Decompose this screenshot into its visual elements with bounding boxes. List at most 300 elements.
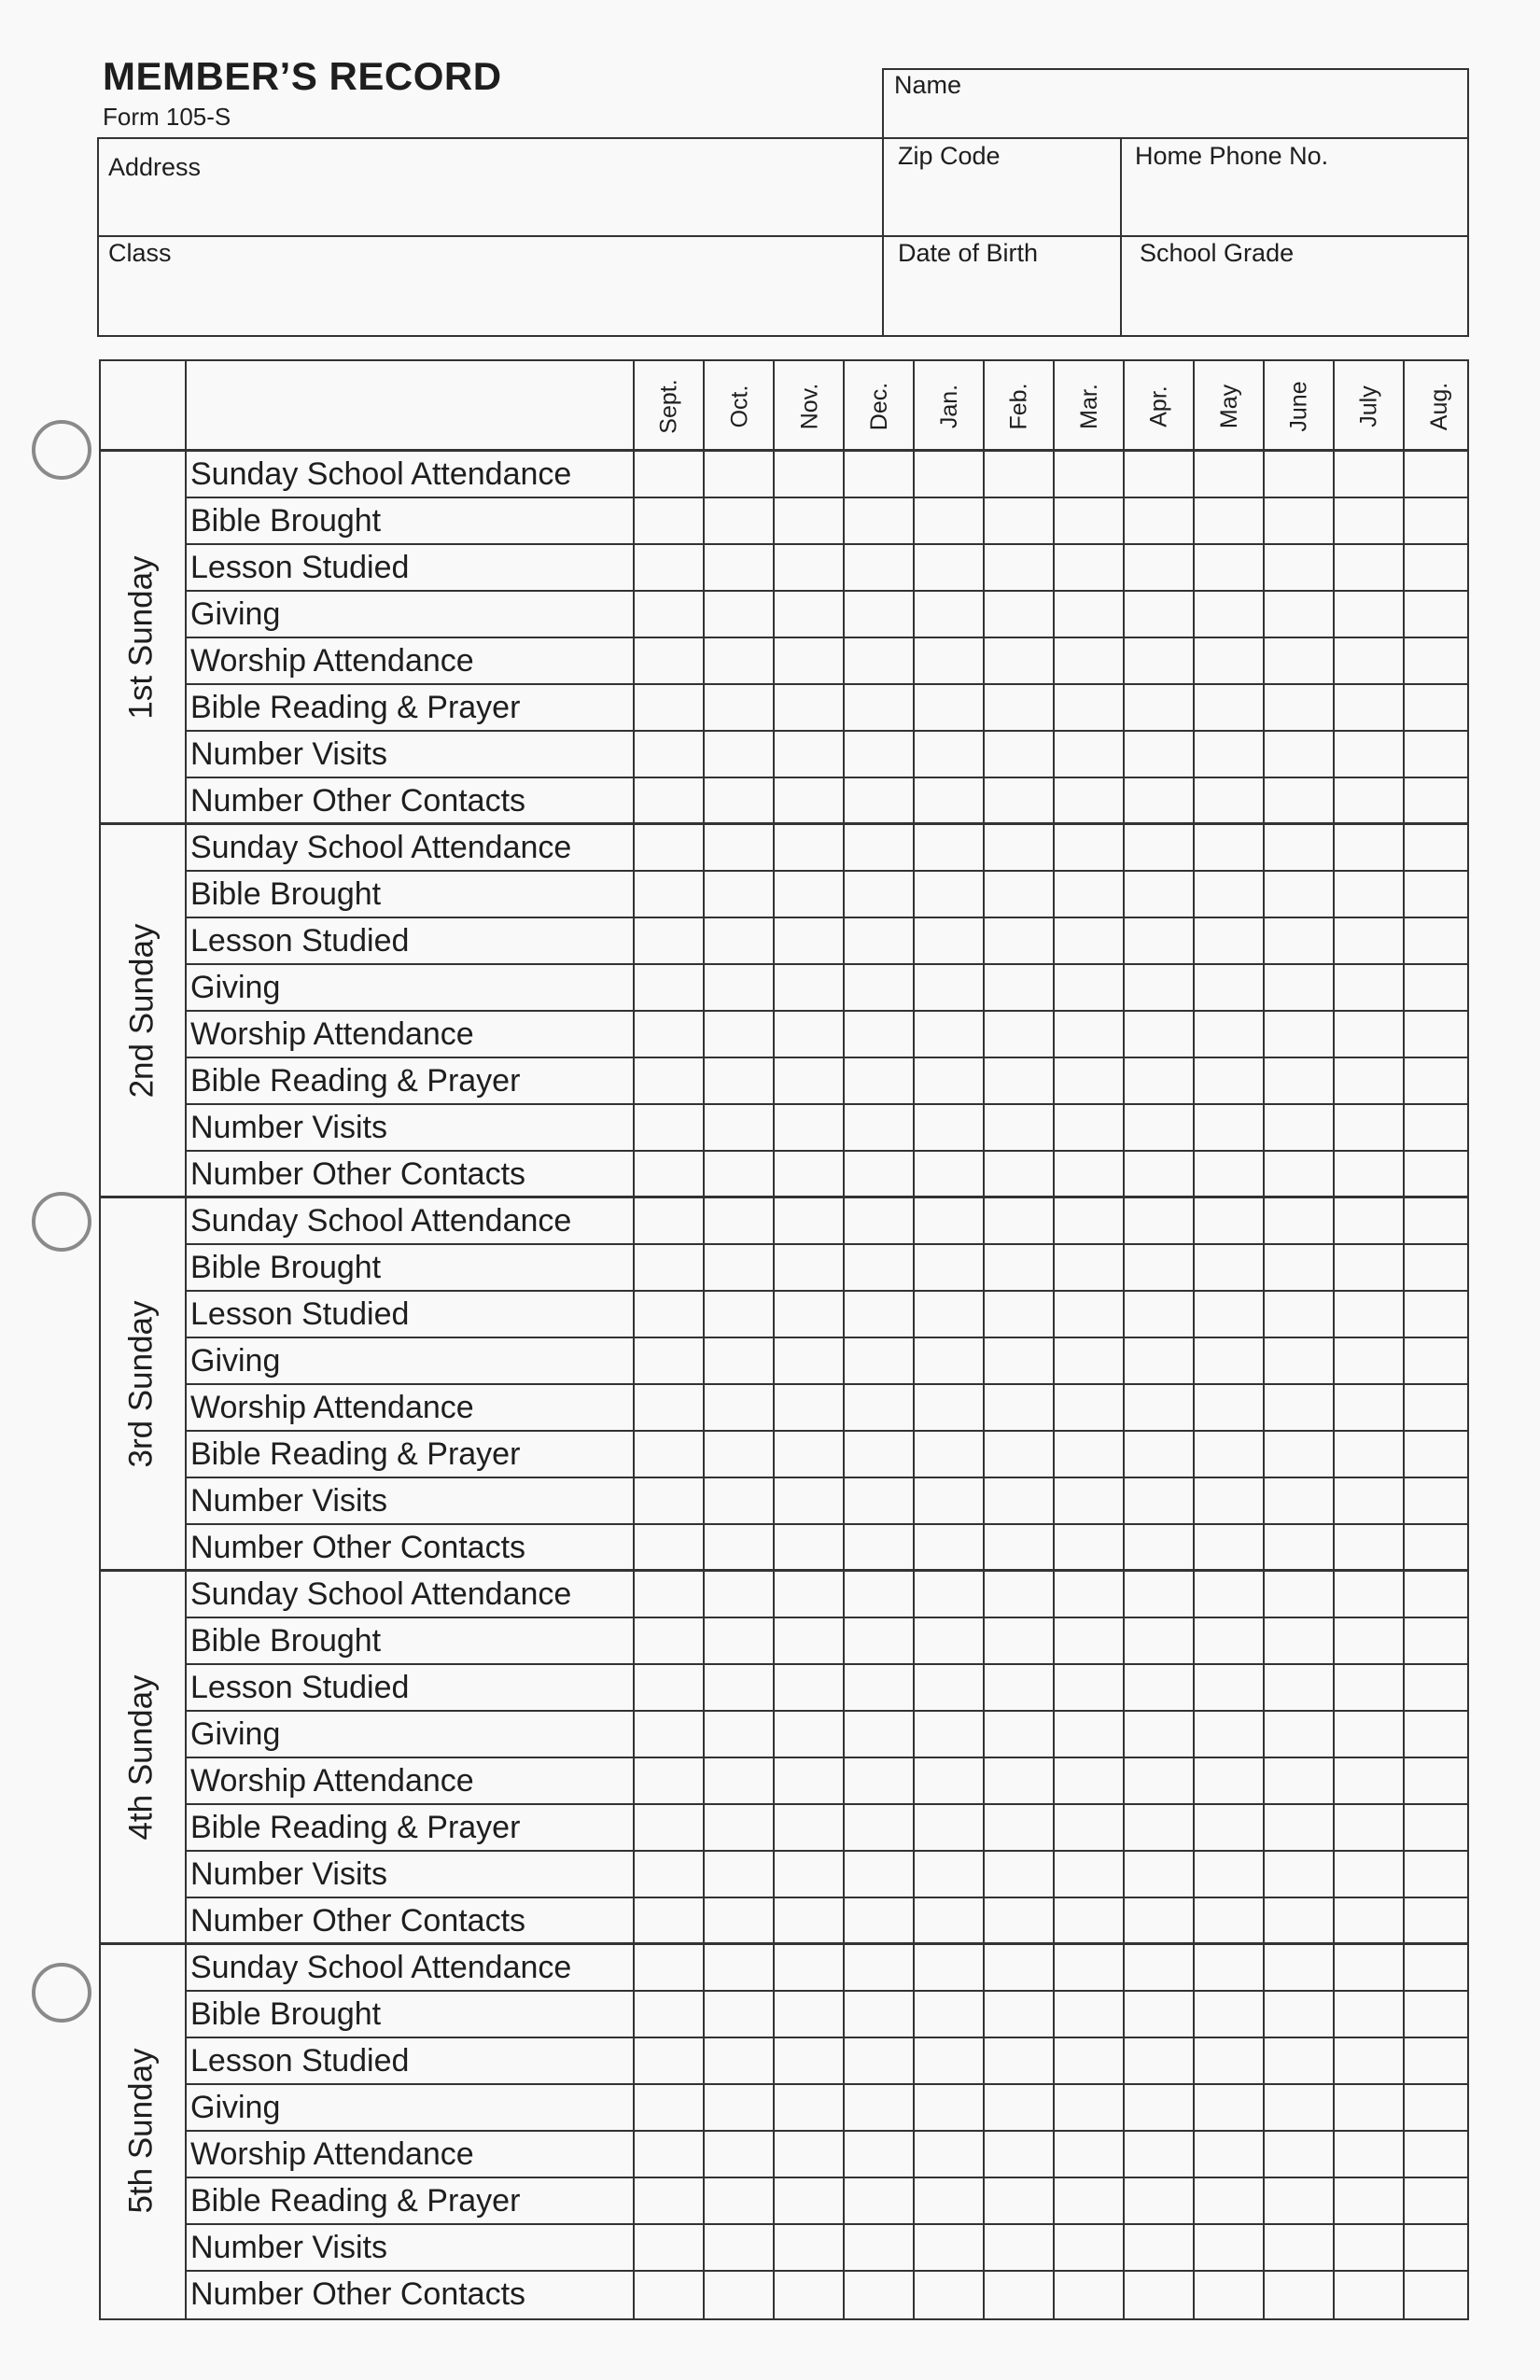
record-cell[interactable]	[775, 1384, 845, 1431]
record-cell[interactable]	[775, 824, 845, 871]
record-cell[interactable]	[985, 917, 1055, 964]
record-cell[interactable]	[1335, 544, 1405, 591]
record-cell[interactable]	[635, 591, 705, 637]
home-phone-field[interactable]	[1135, 182, 1461, 229]
record-cell[interactable]	[1265, 1151, 1335, 1197]
record-cell[interactable]	[1195, 824, 1265, 871]
record-cell[interactable]	[1405, 1431, 1475, 1477]
record-cell[interactable]	[635, 2271, 705, 2317]
record-cell[interactable]	[915, 2037, 985, 2084]
record-cell[interactable]	[1265, 637, 1335, 684]
record-cell[interactable]	[1195, 871, 1265, 917]
record-cell[interactable]	[845, 1244, 915, 1291]
record-cell[interactable]	[1405, 591, 1475, 637]
record-cell[interactable]	[1055, 1897, 1125, 1944]
record-cell[interactable]	[775, 1524, 845, 1571]
record-cell[interactable]	[635, 824, 705, 871]
record-cell[interactable]	[1195, 1384, 1265, 1431]
school-grade-field[interactable]	[1140, 280, 1461, 329]
record-cell[interactable]	[1055, 1104, 1125, 1151]
record-cell[interactable]	[915, 1057, 985, 1104]
record-cell[interactable]	[845, 2271, 915, 2317]
record-cell[interactable]	[845, 917, 915, 964]
record-cell[interactable]	[1405, 1617, 1475, 1664]
record-cell[interactable]	[705, 871, 775, 917]
record-cell[interactable]	[705, 731, 775, 777]
record-cell[interactable]	[1405, 1011, 1475, 1057]
record-cell[interactable]	[1265, 824, 1335, 871]
record-cell[interactable]	[1405, 684, 1475, 731]
record-cell[interactable]	[1195, 1851, 1265, 1897]
record-cell[interactable]	[845, 2177, 915, 2224]
record-cell[interactable]	[635, 731, 705, 777]
record-cell[interactable]	[635, 1804, 705, 1851]
record-cell[interactable]	[915, 1944, 985, 1991]
record-cell[interactable]	[1405, 637, 1475, 684]
record-cell[interactable]	[1405, 1151, 1475, 1197]
record-cell[interactable]	[985, 1057, 1055, 1104]
record-cell[interactable]	[635, 1057, 705, 1104]
record-cell[interactable]	[775, 2084, 845, 2131]
record-cell[interactable]	[1405, 2177, 1475, 2224]
record-cell[interactable]	[1195, 1011, 1265, 1057]
record-cell[interactable]	[915, 1104, 985, 1151]
record-cell[interactable]	[775, 964, 845, 1011]
record-cell[interactable]	[845, 1011, 915, 1057]
record-cell[interactable]	[915, 1431, 985, 1477]
record-cell[interactable]	[1335, 1711, 1405, 1757]
record-cell[interactable]	[1405, 1571, 1475, 1617]
record-cell[interactable]	[1265, 1571, 1335, 1617]
record-cell[interactable]	[1195, 1617, 1265, 1664]
record-cell[interactable]	[1335, 1011, 1405, 1057]
record-cell[interactable]	[985, 871, 1055, 917]
record-cell[interactable]	[845, 824, 915, 871]
record-cell[interactable]	[635, 497, 705, 544]
record-cell[interactable]	[915, 1477, 985, 1524]
record-cell[interactable]	[845, 2131, 915, 2177]
record-cell[interactable]	[705, 824, 775, 871]
record-cell[interactable]	[1405, 2037, 1475, 2084]
record-cell[interactable]	[1335, 1944, 1405, 1991]
record-cell[interactable]	[705, 1244, 775, 1291]
record-cell[interactable]	[705, 2084, 775, 2131]
record-cell[interactable]	[705, 1571, 775, 1617]
record-cell[interactable]	[1335, 1431, 1405, 1477]
record-cell[interactable]	[705, 1291, 775, 1337]
record-cell[interactable]	[1055, 544, 1125, 591]
record-cell[interactable]	[635, 2037, 705, 2084]
record-cell[interactable]	[1055, 451, 1125, 497]
record-cell[interactable]	[705, 1617, 775, 1664]
record-cell[interactable]	[1405, 1524, 1475, 1571]
record-cell[interactable]	[1055, 1944, 1125, 1991]
record-cell[interactable]	[845, 1291, 915, 1337]
record-cell[interactable]	[985, 1617, 1055, 1664]
record-cell[interactable]	[915, 1151, 985, 1197]
record-cell[interactable]	[915, 731, 985, 777]
record-cell[interactable]	[915, 1571, 985, 1617]
record-cell[interactable]	[705, 1851, 775, 1897]
record-cell[interactable]	[1405, 1664, 1475, 1711]
record-cell[interactable]	[775, 2177, 845, 2224]
record-cell[interactable]	[635, 917, 705, 964]
record-cell[interactable]	[1125, 1991, 1195, 2037]
record-cell[interactable]	[985, 1104, 1055, 1151]
record-cell[interactable]	[1125, 1244, 1195, 1291]
record-cell[interactable]	[985, 1944, 1055, 1991]
record-cell[interactable]	[1125, 2084, 1195, 2131]
record-cell[interactable]	[845, 637, 915, 684]
record-cell[interactable]	[1195, 917, 1265, 964]
record-cell[interactable]	[1335, 2271, 1405, 2317]
record-cell[interactable]	[635, 2131, 705, 2177]
record-cell[interactable]	[985, 1571, 1055, 1617]
record-cell[interactable]	[1125, 824, 1195, 871]
record-cell[interactable]	[705, 1757, 775, 1804]
record-cell[interactable]	[635, 964, 705, 1011]
record-cell[interactable]	[1195, 1991, 1265, 2037]
record-cell[interactable]	[915, 1897, 985, 1944]
record-cell[interactable]	[985, 1291, 1055, 1337]
record-cell[interactable]	[915, 777, 985, 824]
record-cell[interactable]	[1125, 2224, 1195, 2271]
record-cell[interactable]	[1265, 1524, 1335, 1571]
record-cell[interactable]	[1405, 1757, 1475, 1804]
record-cell[interactable]	[705, 2271, 775, 2317]
record-cell[interactable]	[635, 1431, 705, 1477]
record-cell[interactable]	[775, 1291, 845, 1337]
record-cell[interactable]	[915, 2084, 985, 2131]
record-cell[interactable]	[845, 1757, 915, 1804]
record-cell[interactable]	[915, 684, 985, 731]
record-cell[interactable]	[705, 1011, 775, 1057]
record-cell[interactable]	[985, 2271, 1055, 2317]
record-cell[interactable]	[1265, 964, 1335, 1011]
record-cell[interactable]	[845, 1617, 915, 1664]
record-cell[interactable]	[985, 1711, 1055, 1757]
record-cell[interactable]	[1055, 1524, 1125, 1571]
record-cell[interactable]	[1055, 2037, 1125, 2084]
record-cell[interactable]	[775, 917, 845, 964]
record-cell[interactable]	[845, 1384, 915, 1431]
record-cell[interactable]	[1335, 1384, 1405, 1431]
record-cell[interactable]	[1195, 2037, 1265, 2084]
record-cell[interactable]	[915, 871, 985, 917]
record-cell[interactable]	[915, 1757, 985, 1804]
record-cell[interactable]	[705, 451, 775, 497]
record-cell[interactable]	[1125, 591, 1195, 637]
record-cell[interactable]	[1265, 1804, 1335, 1851]
record-cell[interactable]	[1055, 684, 1125, 731]
record-cell[interactable]	[1055, 1337, 1125, 1384]
record-cell[interactable]	[775, 1897, 845, 1944]
record-cell[interactable]	[1125, 777, 1195, 824]
record-cell[interactable]	[1335, 637, 1405, 684]
record-cell[interactable]	[1265, 1897, 1335, 1944]
record-cell[interactable]	[845, 964, 915, 1011]
record-cell[interactable]	[1055, 1011, 1125, 1057]
record-cell[interactable]	[1195, 451, 1265, 497]
record-cell[interactable]	[1125, 1104, 1195, 1151]
record-cell[interactable]	[915, 824, 985, 871]
record-cell[interactable]	[845, 544, 915, 591]
record-cell[interactable]	[985, 497, 1055, 544]
record-cell[interactable]	[1265, 2131, 1335, 2177]
record-cell[interactable]	[845, 1664, 915, 1711]
record-cell[interactable]	[775, 731, 845, 777]
record-cell[interactable]	[1405, 1057, 1475, 1104]
record-cell[interactable]	[845, 2224, 915, 2271]
record-cell[interactable]	[845, 1477, 915, 1524]
record-cell[interactable]	[1125, 684, 1195, 731]
record-cell[interactable]	[915, 1851, 985, 1897]
record-cell[interactable]	[775, 451, 845, 497]
record-cell[interactable]	[705, 637, 775, 684]
record-cell[interactable]	[845, 1104, 915, 1151]
record-cell[interactable]	[845, 1571, 915, 1617]
record-cell[interactable]	[1125, 1571, 1195, 1617]
record-cell[interactable]	[845, 1337, 915, 1384]
record-cell[interactable]	[845, 1897, 915, 1944]
record-cell[interactable]	[1265, 871, 1335, 917]
record-cell[interactable]	[1265, 1664, 1335, 1711]
record-cell[interactable]	[1195, 964, 1265, 1011]
record-cell[interactable]	[1405, 731, 1475, 777]
record-cell[interactable]	[915, 544, 985, 591]
record-cell[interactable]	[635, 1897, 705, 1944]
record-cell[interactable]	[1335, 1291, 1405, 1337]
record-cell[interactable]	[1195, 1711, 1265, 1757]
record-cell[interactable]	[705, 2224, 775, 2271]
record-cell[interactable]	[705, 1477, 775, 1524]
record-cell[interactable]	[915, 637, 985, 684]
record-cell[interactable]	[775, 1477, 845, 1524]
record-cell[interactable]	[1405, 497, 1475, 544]
record-cell[interactable]	[1405, 871, 1475, 917]
record-cell[interactable]	[1265, 591, 1335, 637]
record-cell[interactable]	[775, 2037, 845, 2084]
record-cell[interactable]	[705, 544, 775, 591]
record-cell[interactable]	[1055, 1991, 1125, 2037]
record-cell[interactable]	[1125, 1291, 1195, 1337]
record-cell[interactable]	[1125, 1757, 1195, 1804]
record-cell[interactable]	[635, 1524, 705, 1571]
record-cell[interactable]	[915, 1244, 985, 1291]
record-cell[interactable]	[635, 1711, 705, 1757]
record-cell[interactable]	[915, 1991, 985, 2037]
record-cell[interactable]	[985, 1804, 1055, 1851]
record-cell[interactable]	[635, 1944, 705, 1991]
record-cell[interactable]	[1195, 1337, 1265, 1384]
record-cell[interactable]	[1125, 2177, 1195, 2224]
record-cell[interactable]	[985, 684, 1055, 731]
record-cell[interactable]	[1125, 964, 1195, 1011]
record-cell[interactable]	[985, 1197, 1055, 1244]
record-cell[interactable]	[1335, 1104, 1405, 1151]
record-cell[interactable]	[1125, 1804, 1195, 1851]
record-cell[interactable]	[1335, 1524, 1405, 1571]
record-cell[interactable]	[1335, 1571, 1405, 1617]
record-cell[interactable]	[1335, 1617, 1405, 1664]
record-cell[interactable]	[915, 1337, 985, 1384]
record-cell[interactable]	[1265, 1244, 1335, 1291]
record-cell[interactable]	[1265, 2224, 1335, 2271]
record-cell[interactable]	[1335, 1337, 1405, 1384]
record-cell[interactable]	[635, 1011, 705, 1057]
record-cell[interactable]	[635, 1617, 705, 1664]
record-cell[interactable]	[1405, 917, 1475, 964]
record-cell[interactable]	[775, 1244, 845, 1291]
record-cell[interactable]	[985, 964, 1055, 1011]
record-cell[interactable]	[1125, 1664, 1195, 1711]
record-cell[interactable]	[845, 1804, 915, 1851]
record-cell[interactable]	[1265, 544, 1335, 591]
record-cell[interactable]	[1055, 2084, 1125, 2131]
record-cell[interactable]	[705, 1197, 775, 1244]
record-cell[interactable]	[985, 1337, 1055, 1384]
record-cell[interactable]	[705, 2131, 775, 2177]
record-cell[interactable]	[1055, 1757, 1125, 1804]
record-cell[interactable]	[1405, 1384, 1475, 1431]
record-cell[interactable]	[635, 1757, 705, 1804]
record-cell[interactable]	[985, 1991, 1055, 2037]
record-cell[interactable]	[1055, 777, 1125, 824]
record-cell[interactable]	[705, 1944, 775, 1991]
record-cell[interactable]	[705, 2037, 775, 2084]
record-cell[interactable]	[1265, 917, 1335, 964]
record-cell[interactable]	[775, 1617, 845, 1664]
record-cell[interactable]	[1405, 1337, 1475, 1384]
record-cell[interactable]	[1265, 1384, 1335, 1431]
record-cell[interactable]	[1265, 1057, 1335, 1104]
record-cell[interactable]	[1195, 1897, 1265, 1944]
record-cell[interactable]	[1265, 1104, 1335, 1151]
record-cell[interactable]	[985, 591, 1055, 637]
record-cell[interactable]	[1055, 824, 1125, 871]
record-cell[interactable]	[1125, 1477, 1195, 1524]
record-cell[interactable]	[775, 1991, 845, 2037]
record-cell[interactable]	[705, 777, 775, 824]
record-cell[interactable]	[1195, 544, 1265, 591]
record-cell[interactable]	[1405, 1197, 1475, 1244]
record-cell[interactable]	[985, 1757, 1055, 1804]
record-cell[interactable]	[635, 1151, 705, 1197]
record-cell[interactable]	[705, 1897, 775, 1944]
record-cell[interactable]	[1125, 1197, 1195, 1244]
record-cell[interactable]	[915, 1524, 985, 1571]
record-cell[interactable]	[705, 684, 775, 731]
record-cell[interactable]	[845, 1151, 915, 1197]
record-cell[interactable]	[1125, 1897, 1195, 1944]
record-cell[interactable]	[705, 497, 775, 544]
record-cell[interactable]	[1055, 1057, 1125, 1104]
record-cell[interactable]	[1055, 1664, 1125, 1711]
record-cell[interactable]	[985, 1151, 1055, 1197]
record-cell[interactable]	[1335, 1057, 1405, 1104]
record-cell[interactable]	[1195, 1291, 1265, 1337]
record-cell[interactable]	[1335, 917, 1405, 964]
record-cell[interactable]	[985, 1664, 1055, 1711]
record-cell[interactable]	[985, 2037, 1055, 2084]
record-cell[interactable]	[1335, 1991, 1405, 2037]
record-cell[interactable]	[1055, 497, 1125, 544]
record-cell[interactable]	[1055, 1571, 1125, 1617]
record-cell[interactable]	[845, 1851, 915, 1897]
record-cell[interactable]	[1195, 1571, 1265, 1617]
record-cell[interactable]	[635, 1851, 705, 1897]
record-cell[interactable]	[1125, 1011, 1195, 1057]
record-cell[interactable]	[705, 1711, 775, 1757]
record-cell[interactable]	[1055, 1851, 1125, 1897]
record-cell[interactable]	[1125, 1151, 1195, 1197]
record-cell[interactable]	[705, 1431, 775, 1477]
record-cell[interactable]	[1055, 1291, 1125, 1337]
record-cell[interactable]	[845, 451, 915, 497]
record-cell[interactable]	[1265, 1011, 1335, 1057]
date-of-birth-field[interactable]	[898, 280, 1112, 329]
record-cell[interactable]	[775, 2131, 845, 2177]
record-cell[interactable]	[1195, 1431, 1265, 1477]
record-cell[interactable]	[1125, 1851, 1195, 1897]
record-cell[interactable]	[985, 731, 1055, 777]
record-cell[interactable]	[845, 591, 915, 637]
record-cell[interactable]	[775, 1711, 845, 1757]
record-cell[interactable]	[915, 1291, 985, 1337]
record-cell[interactable]	[1125, 2037, 1195, 2084]
record-cell[interactable]	[1265, 2271, 1335, 2317]
record-cell[interactable]	[1335, 2224, 1405, 2271]
record-cell[interactable]	[845, 684, 915, 731]
record-cell[interactable]	[985, 2224, 1055, 2271]
record-cell[interactable]	[1055, 2224, 1125, 2271]
record-cell[interactable]	[1335, 2131, 1405, 2177]
record-cell[interactable]	[1125, 544, 1195, 591]
record-cell[interactable]	[985, 1477, 1055, 1524]
record-cell[interactable]	[635, 1244, 705, 1291]
record-cell[interactable]	[705, 1804, 775, 1851]
record-cell[interactable]	[1195, 684, 1265, 731]
record-cell[interactable]	[1125, 871, 1195, 917]
record-cell[interactable]	[1335, 871, 1405, 917]
record-cell[interactable]	[635, 2084, 705, 2131]
record-cell[interactable]	[1405, 1244, 1475, 1291]
record-cell[interactable]	[1195, 1057, 1265, 1104]
record-cell[interactable]	[915, 1664, 985, 1711]
record-cell[interactable]	[1265, 731, 1335, 777]
record-cell[interactable]	[985, 1011, 1055, 1057]
record-cell[interactable]	[635, 1337, 705, 1384]
class-field[interactable]	[108, 280, 873, 329]
record-cell[interactable]	[1335, 1477, 1405, 1524]
record-cell[interactable]	[1405, 1291, 1475, 1337]
record-cell[interactable]	[775, 777, 845, 824]
record-cell[interactable]	[635, 544, 705, 591]
record-cell[interactable]	[845, 1711, 915, 1757]
record-cell[interactable]	[845, 1197, 915, 1244]
record-cell[interactable]	[985, 1384, 1055, 1431]
record-cell[interactable]	[985, 544, 1055, 591]
record-cell[interactable]	[1265, 1711, 1335, 1757]
record-cell[interactable]	[705, 1057, 775, 1104]
record-cell[interactable]	[985, 451, 1055, 497]
record-cell[interactable]	[985, 1524, 1055, 1571]
record-cell[interactable]	[985, 2084, 1055, 2131]
record-cell[interactable]	[705, 1384, 775, 1431]
record-cell[interactable]	[705, 917, 775, 964]
record-cell[interactable]	[1195, 2084, 1265, 2131]
record-cell[interactable]	[915, 1711, 985, 1757]
